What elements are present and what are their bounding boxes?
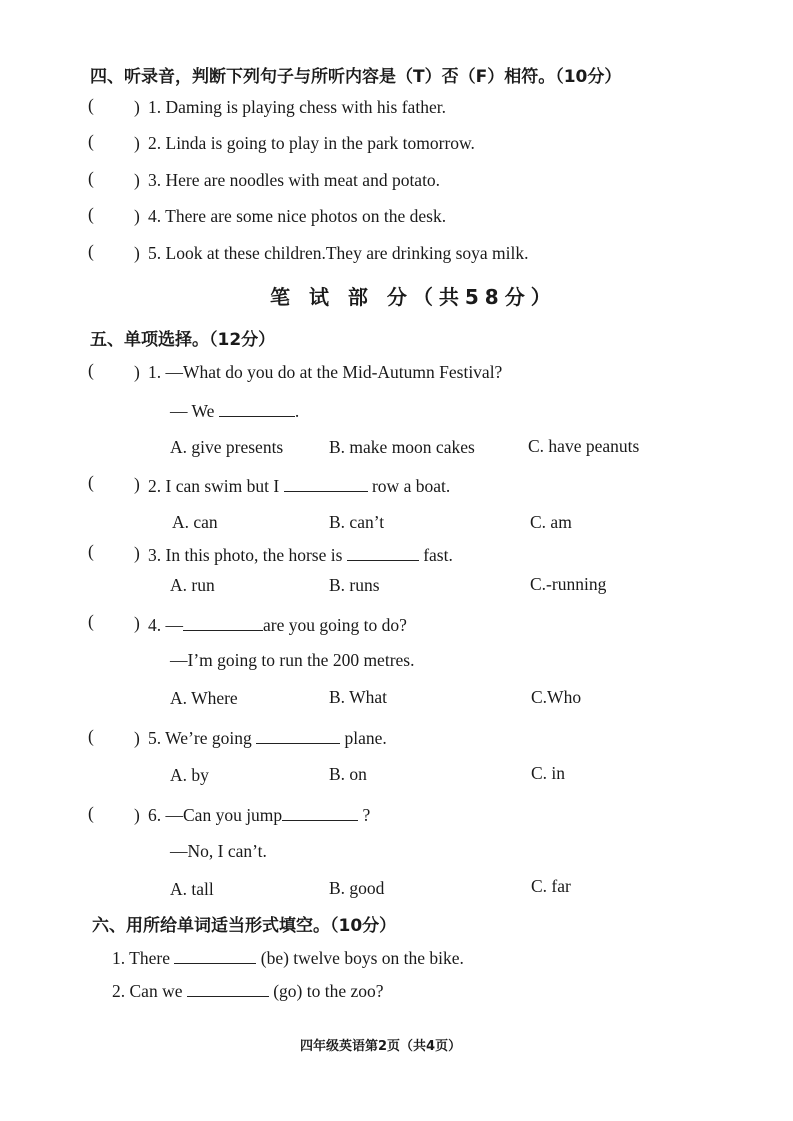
answer-bracket-close: ) (134, 474, 140, 494)
question-5-stem (148, 728, 387, 748)
listening-item-5: 5. Look at these children.They are drinking soya milk. (148, 243, 529, 263)
question-1-stem: 1. —What do you do at the Mid-Autumn Festival? (148, 362, 503, 382)
question-2-stem-before: 2. I can swim but I (148, 476, 280, 496)
answer-bracket-close: ) (134, 728, 140, 748)
question-6-option-c: C. far (531, 876, 571, 896)
answer-bracket-open: ( (88, 541, 94, 561)
question-4-answer: —I’m going to run the 200 metres. (170, 650, 415, 670)
question-3-stem (148, 545, 453, 565)
question-2-option-b: B. can’t (329, 512, 385, 532)
question-2-option-c: C. am (530, 512, 572, 532)
question-3-stem-before: 3. In this photo, the horse is (148, 545, 343, 565)
answer-bracket-open: ( (88, 726, 94, 746)
answer-blank[interactable] (347, 545, 419, 561)
section-heading-choice: 五、单项选择。（12分） (90, 330, 276, 350)
question-4-stem (148, 615, 407, 635)
question-2-option-a: A. can (172, 512, 218, 532)
question-3-option-a: A. run (170, 575, 215, 595)
question-6-option-a: A. tall (170, 879, 214, 899)
answer-bracket-open: ( (88, 803, 94, 823)
answer-bracket-close: ) (134, 805, 140, 825)
listening-item-4: 4. There are some nice photos on the desk. (148, 206, 447, 226)
answer-bracket-open: ( (88, 131, 94, 151)
fill-item-1-after: (be) twelve boys on the bike. (260, 948, 464, 968)
question-5-stem-before: 5. We’re going (148, 728, 252, 748)
page-footer: 四年级英语第2页（共4页） (300, 1039, 462, 1054)
question-4-stem-before: 4. — (148, 615, 183, 635)
listening-item-2: 2. Linda is going to play in the park tomorrow. (148, 133, 475, 153)
listening-item-1: 1. Daming is playing chess with his father. (148, 97, 446, 117)
question-2-stem (148, 476, 450, 496)
answer-bracket-open: ( (88, 241, 94, 261)
question-4-stem-after: are you going to do? (263, 615, 407, 635)
fill-item-2 (112, 981, 384, 1001)
question-5-option-c: C. in (531, 763, 566, 783)
section-heading-fill: 六、用所给单词适当形式填空。（10分） (92, 916, 397, 936)
answer-bracket-open: ( (88, 472, 94, 492)
question-1-option-b: B. make moon cakes (329, 437, 475, 457)
answer-bracket-open: ( (88, 611, 94, 631)
answer-bracket-open: ( (88, 204, 94, 224)
question-5-stem-after: plane. (344, 728, 387, 748)
fill-item-1-before: 1. There (112, 948, 170, 968)
section-heading-listening: 四、听录音，判断下列句子与所听内容是（T）否（F）相符。（10分） (90, 67, 622, 87)
answer-blank[interactable] (219, 401, 295, 417)
answer-blank[interactable] (174, 948, 256, 964)
answer-blank[interactable] (256, 728, 340, 744)
question-4-option-a: A. Where (170, 688, 238, 708)
question-4-option-b: B. What (329, 687, 388, 707)
question-3-stem-after: fast. (423, 545, 453, 565)
fill-item-2-before: 2. Can we (112, 981, 183, 1001)
answer-bracket-open: ( (88, 95, 94, 115)
question-5-option-a: A. by (170, 765, 209, 785)
question-2-stem-after: row a boat. (371, 476, 451, 496)
question-6-answer: —No, I can’t. (170, 841, 267, 861)
answer-bracket-close: ) (134, 613, 140, 633)
answer-bracket-open: ( (88, 168, 94, 188)
answer-bracket-close: ) (134, 543, 140, 563)
question-6-stem-before: 6. —Can you jump (148, 805, 283, 825)
question-6-stem (148, 805, 370, 825)
written-part-title: 笔 试 部 分（共58分） (270, 285, 557, 309)
fill-item-1 (112, 948, 464, 968)
listening-item-3: 3. Here are noodles with meat and potato. (148, 170, 441, 190)
answer-bracket-close: ) (134, 133, 140, 153)
answer-blank[interactable] (183, 615, 263, 631)
question-1-answer-suffix: . (294, 401, 300, 421)
question-1-option-a: A. give presents (170, 437, 284, 457)
question-4-option-c: C.Who (531, 687, 582, 707)
question-3-option-b: B. runs (329, 575, 380, 595)
question-1-answer-line (170, 401, 299, 421)
answer-bracket-open: ( (88, 360, 94, 380)
question-6-option-b: B. good (329, 878, 385, 898)
fill-item-2-after: (go) to the zoo? (273, 981, 384, 1001)
answer-bracket-close: ) (134, 170, 140, 190)
answer-bracket-close: ) (134, 362, 140, 382)
answer-blank[interactable] (284, 476, 368, 492)
question-5-option-b: B. on (329, 764, 367, 784)
question-6-stem-after: ? (362, 805, 371, 825)
answer-bracket-close: ) (134, 97, 140, 117)
answer-blank[interactable] (187, 981, 269, 997)
answer-bracket-close: ) (134, 243, 140, 263)
answer-bracket-close: ) (134, 206, 140, 226)
question-1-option-c: C. have peanuts (528, 436, 640, 456)
question-3-option-c: C.-running (530, 574, 607, 594)
question-1-answer-prefix: — We (170, 401, 215, 421)
answer-blank[interactable] (282, 805, 358, 821)
